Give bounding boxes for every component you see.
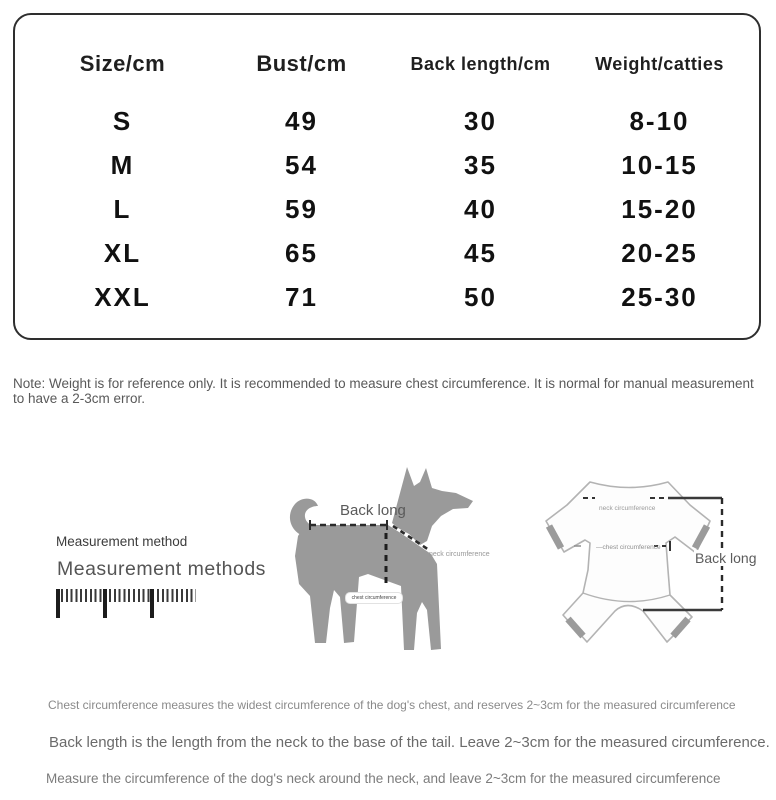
ruler-minor-ticks bbox=[61, 589, 196, 602]
ruler-major-tick bbox=[56, 589, 60, 618]
col-header-weight: Weight/catties bbox=[595, 53, 724, 74]
dog-back-long-label: Back long bbox=[340, 502, 406, 519]
cell-bust-xxl: 71 bbox=[285, 281, 318, 312]
ruler-icon bbox=[56, 589, 196, 619]
cell-bust-l: 59 bbox=[285, 193, 318, 224]
cell-back-xxl: 50 bbox=[464, 281, 497, 312]
cell-bust-xl: 65 bbox=[285, 237, 318, 268]
size-table bbox=[13, 13, 761, 340]
dog-chest-circumference-badge: chest circumference bbox=[345, 592, 403, 604]
ruler-major-tick bbox=[150, 589, 154, 618]
garment-neck-circumference-label: neck circumference bbox=[599, 505, 656, 512]
cell-size-xl: XL bbox=[103, 237, 142, 268]
col-header-bust: Bust/cm bbox=[256, 51, 347, 76]
ruler-major-tick bbox=[103, 589, 107, 618]
cell-back-m: 35 bbox=[464, 149, 497, 180]
cell-weight-xxl: 25-30 bbox=[621, 281, 698, 312]
cell-bust-m: 54 bbox=[285, 149, 318, 180]
cell-size-s: S bbox=[112, 105, 133, 136]
measurement-method-label: Measurement method bbox=[56, 534, 188, 549]
cell-weight-s: 8-10 bbox=[629, 105, 690, 136]
instruction-back-length: Back length is the length from the neck to the base of the tail. Leave 2~3cm for the measured circumference. bbox=[49, 734, 770, 751]
garment-chest-circumference-label: —chest circumference bbox=[596, 544, 661, 551]
cell-size-m: M bbox=[110, 149, 135, 180]
garment-back-long-label: Back long bbox=[695, 550, 757, 566]
dog-neck-circumference-label: neck circumference bbox=[429, 551, 490, 558]
col-header-back-length: Back length/cm bbox=[410, 53, 551, 74]
instruction-neck: Measure the circumference of the dog's neck around the neck, and leave 2~3cm for the measured circumference bbox=[46, 771, 721, 786]
weight-reference-note: Note: Weight is for reference only. It is recommended to measure chest circumference. It is normal for manual measurement to have a 2-3cm error. bbox=[13, 376, 754, 406]
cell-back-xl: 45 bbox=[464, 237, 497, 268]
measurement-methods-title: Measurement methods bbox=[57, 558, 266, 580]
cell-size-xxl: XXL bbox=[94, 281, 151, 312]
cell-back-s: 30 bbox=[464, 105, 497, 136]
instruction-chest: Chest circumference measures the widest circumference of the dog's chest, and reserves 2~3cm for the measured circumference bbox=[48, 698, 736, 712]
cell-bust-s: 49 bbox=[285, 105, 318, 136]
cell-weight-l: 15-20 bbox=[621, 193, 698, 224]
cell-weight-xl: 20-25 bbox=[621, 237, 698, 268]
cell-back-l: 40 bbox=[464, 193, 497, 224]
cell-size-l: L bbox=[113, 193, 132, 224]
col-header-size: Size/cm bbox=[79, 51, 166, 76]
cell-weight-m: 10-15 bbox=[621, 149, 698, 180]
